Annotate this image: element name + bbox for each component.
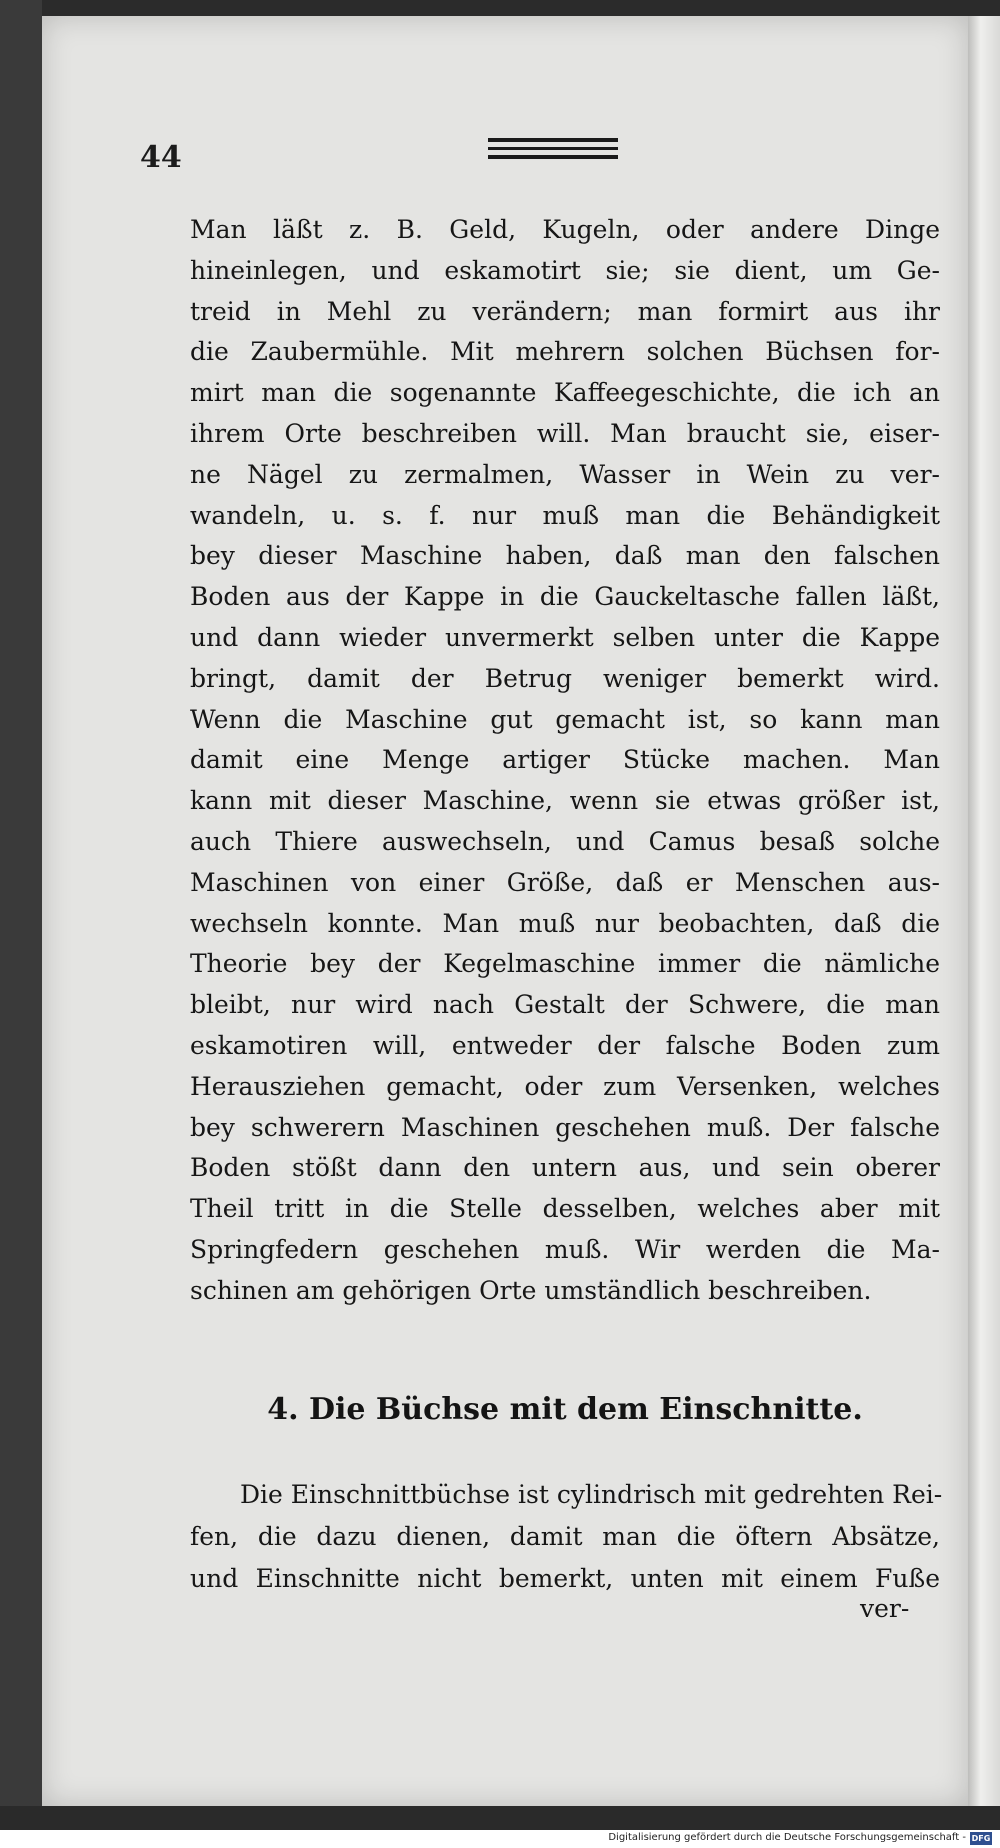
text-line: damit eine Menge artiger Stücke machen. Man xyxy=(190,745,940,775)
text-line: Theorie bey der Kegelmaschine immer die nämliche xyxy=(190,949,940,979)
header-rule xyxy=(488,138,618,164)
text-line: bey schwerern Maschinen geschehen muß. Der falsche xyxy=(190,1112,940,1142)
page-number: 44 xyxy=(140,140,182,175)
text-line: Man läßt z. B. Geld, Kugeln, oder andere Dinge xyxy=(190,215,940,244)
text-line: hineinlegen, und eskamotirt sie; sie dient, um Ge- xyxy=(190,255,940,285)
scan-background-left xyxy=(0,0,42,1848)
text-line: wandeln, u. s. f. nur muß man die Behändigkeit xyxy=(190,500,940,530)
text-line: Herausziehen gemacht, oder zum Versenken, welches xyxy=(190,1071,940,1101)
text-line: Boden stößt dann den untern aus, und sein oberer xyxy=(190,1153,940,1183)
section-text xyxy=(190,1474,943,1600)
text-line: Springfedern geschehen muß. Wir werden die Ma- xyxy=(190,1234,940,1264)
text-line: kann mit dieser Maschine, wenn sie etwas größer ist, xyxy=(190,786,940,816)
text-line: treid in Mehl zu verändern; man formirt aus ihr xyxy=(190,296,940,326)
text-line: bringt, damit der Betrug weniger bemerkt wird. xyxy=(190,663,940,693)
text-line: Die Einschnittbüchse ist cylindrisch mit gedrehten Rei- xyxy=(240,1480,943,1509)
text-line: bleibt, nur wird nach Gestalt der Schwere, die man xyxy=(190,990,940,1020)
text-line: die Zaubermühle. Mit mehrern solchen Büchsen for- xyxy=(190,337,940,367)
text-line: ihrem Orte beschreiben will. Man braucht sie, eiser- xyxy=(190,418,940,448)
catchword: ver- xyxy=(860,1594,910,1623)
scan-background-top xyxy=(0,0,1000,16)
body-text xyxy=(190,210,940,1312)
footer-credit: Digitalisierung gefördert durch die Deutsche Forschungsgemeinschaft - xyxy=(608,1832,966,1843)
text-line: Boden aus der Kappe in die Gauckeltasche fallen läßt, xyxy=(190,582,940,612)
text-line: ne Nägel zu zermalmen, Wasser in Wein zu ver- xyxy=(190,459,940,489)
page-edge xyxy=(968,16,1000,1806)
text-line: Theil tritt in die Stelle desselben, welches aber mit xyxy=(190,1194,940,1224)
section-heading: 4. Die Büchse mit dem Einschnitte. xyxy=(267,1392,863,1427)
text-line: und Einschnitte nicht bemerkt, unten mit einem Fuße xyxy=(190,1564,940,1593)
text-line: auch Thiere auswechseln, und Camus besaß solche xyxy=(190,826,940,856)
text-line: wechseln konnte. Man muß nur beobachten, daß die xyxy=(190,908,940,938)
text-line: und dann wieder unvermerkt selben unter die Kappe xyxy=(190,622,940,652)
text-line: bey dieser Maschine haben, daß man den falschen xyxy=(190,541,940,571)
text-line: Maschinen von einer Größe, daß er Menschen aus- xyxy=(190,867,940,897)
dfg-logo: DFG xyxy=(971,1834,991,1843)
text-line: Wenn die Maschine gut gemacht ist, so kann man xyxy=(190,704,940,734)
text-line: fen, die dazu dienen, damit man die öftern Absätze, xyxy=(190,1522,940,1551)
text-line: mirt man die sogenannte Kaffeegeschichte, die ich an xyxy=(190,378,940,408)
text-line: schinen am gehörigen Orte umständlich beschreiben. xyxy=(190,1275,872,1305)
text-line: eskamotiren will, entweder der falsche Boden zum xyxy=(190,1030,940,1060)
